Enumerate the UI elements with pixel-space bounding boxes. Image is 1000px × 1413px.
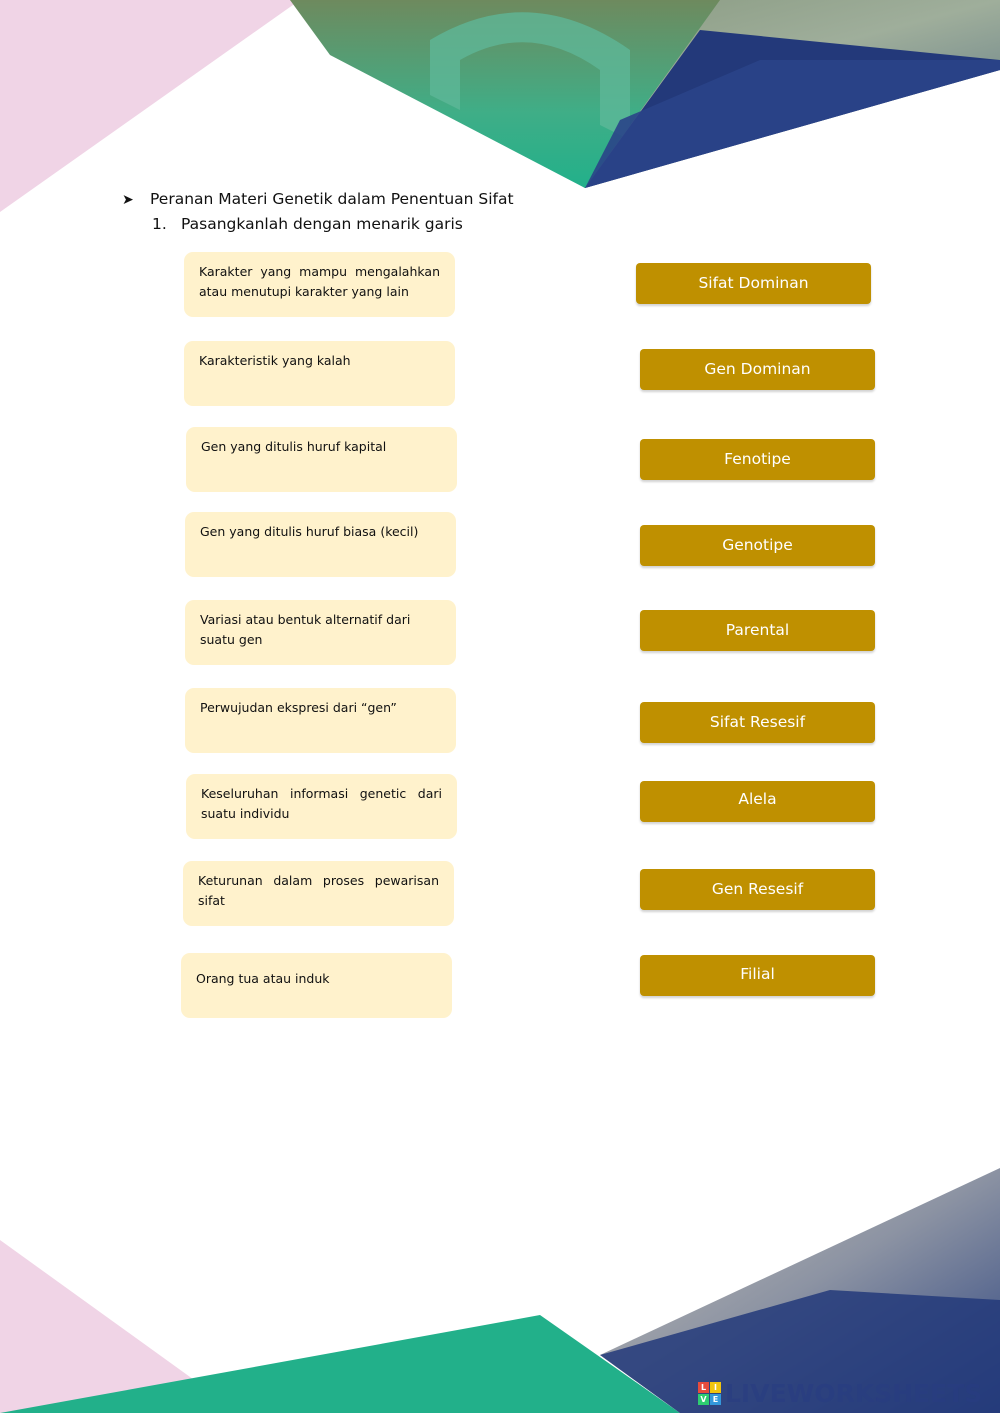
question-box[interactable]: Karakteristik yang kalah (184, 341, 455, 406)
section-heading-text: Peranan Materi Genetik dalam Penentuan Sifat (150, 190, 514, 208)
answer-button[interactable]: Sifat Dominan (636, 263, 871, 304)
answer-button[interactable]: Parental (640, 610, 875, 651)
question-box[interactable]: Orang tua atau induk (181, 953, 452, 1018)
question-box[interactable]: Karakter yang mampu mengalahkan atau menutupi karakter yang lain (184, 252, 455, 317)
answer-button[interactable]: Gen Resesif (640, 869, 875, 910)
section-heading (122, 190, 514, 208)
answer-button[interactable]: Gen Dominan (640, 349, 875, 390)
answer-button[interactable]: Genotipe (640, 525, 875, 566)
top-pink-shape (0, 0, 300, 212)
logo-text: LIVEWORKSHEETS (725, 1378, 983, 1408)
answer-button[interactable]: Alela (640, 781, 875, 822)
logo-mark-icon: L I V E (698, 1382, 721, 1405)
question-box[interactable]: Variasi atau bentuk alternatif dari suatu gen (185, 600, 456, 665)
instruction-text: Pasangkanlah dengan menarik garis (181, 215, 463, 233)
question-box[interactable]: Gen yang ditulis huruf kapital (186, 427, 457, 492)
answer-button[interactable]: Sifat Resesif (640, 702, 875, 743)
question-box[interactable]: Keturunan dalam proses pewarisan sifat (183, 861, 454, 926)
answer-button[interactable]: Fenotipe (640, 439, 875, 480)
question-box[interactable]: Perwujudan ekspresi dari “gen” (185, 688, 456, 753)
question-box[interactable]: Keseluruhan informasi genetic dari suatu individu (186, 774, 457, 839)
answer-button[interactable]: Filial (640, 955, 875, 996)
arrow-bullet-icon: ➤ (122, 192, 134, 208)
instruction-number: 1. (152, 215, 167, 233)
instruction (152, 215, 463, 233)
liveworksheets-logo[interactable] (698, 1380, 982, 1406)
question-box[interactable]: Gen yang ditulis huruf biasa (kecil) (185, 512, 456, 577)
